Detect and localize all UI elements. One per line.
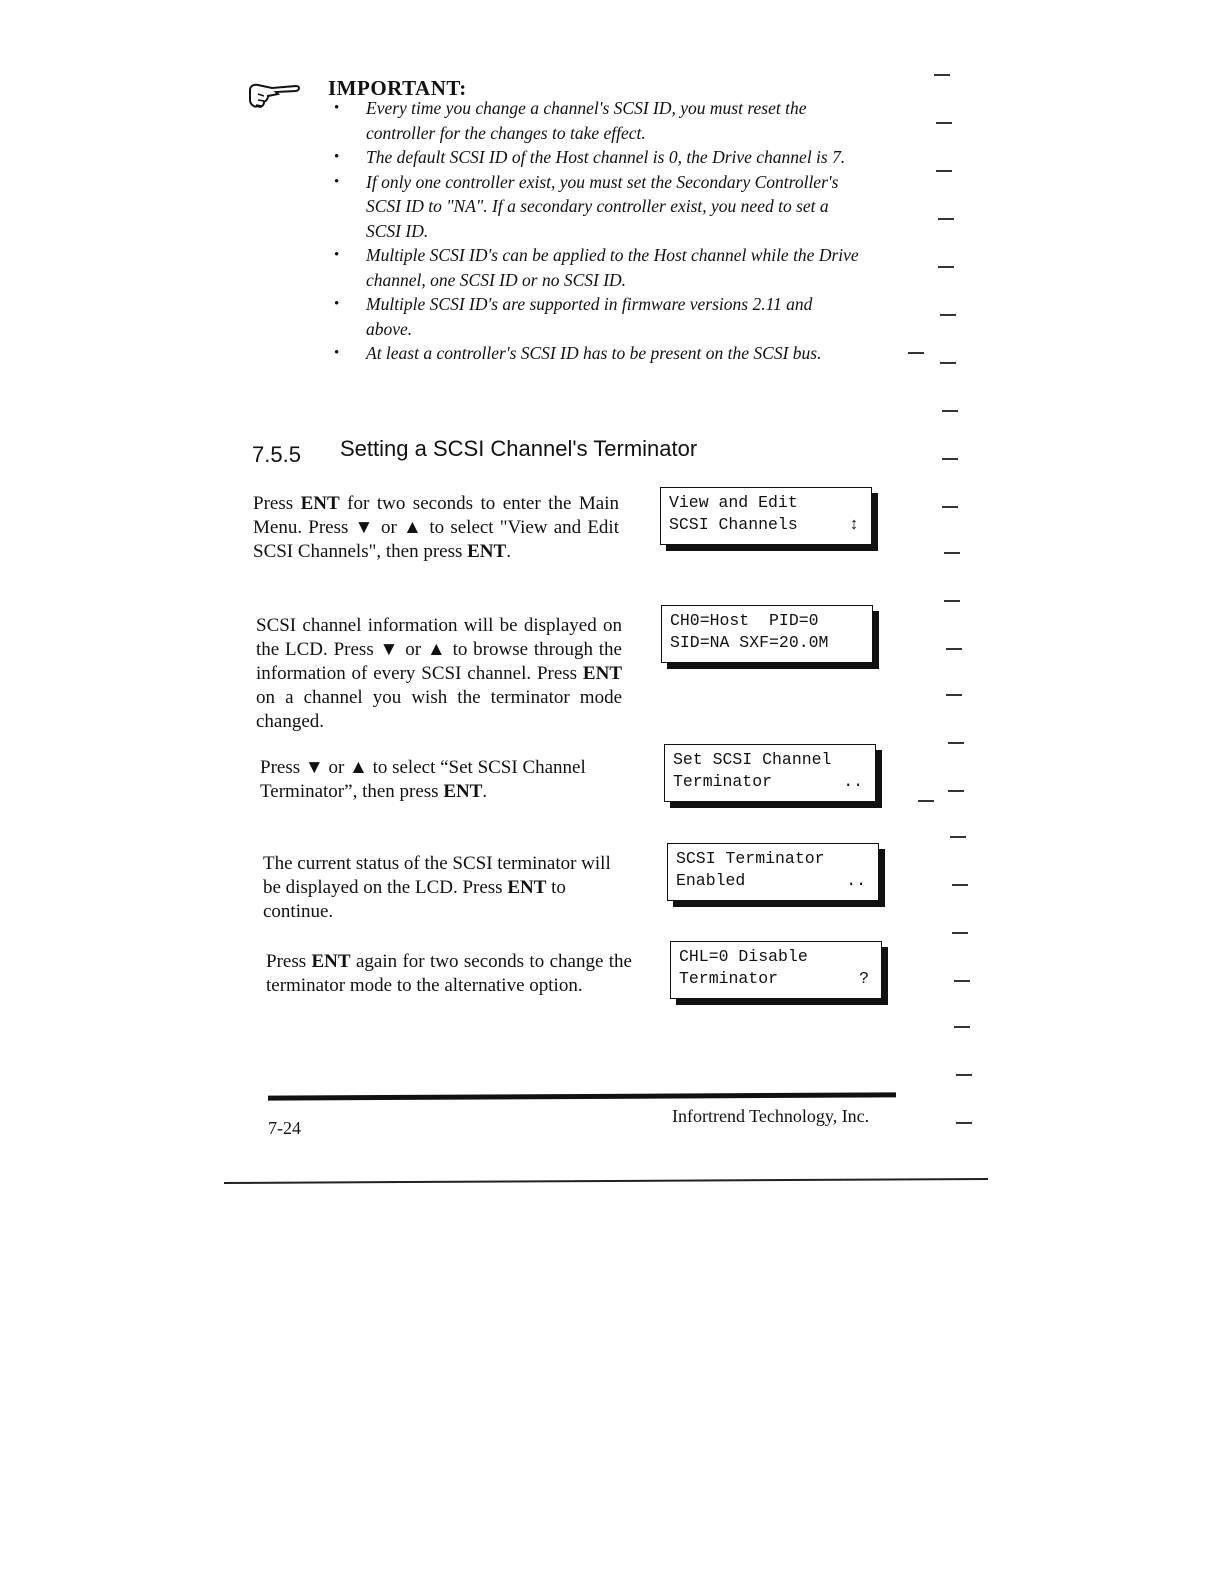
lcd-line-1: SCSI Terminator	[676, 849, 825, 868]
section-number: 7.5.5	[252, 442, 301, 467]
page-bottom-rule	[224, 1178, 988, 1184]
section-title: Setting a SCSI Channel's Terminator	[340, 436, 698, 461]
up-arrow-icon: ▲	[402, 517, 424, 538]
step-2-text: SCSI channel information will be displayed on the LCD. Press ▼ or ▲ to browse through the information of every SCSI channel. Press ENT on a channel you wish the terminator mode changed.	[256, 615, 622, 732]
lcd-display-set-terminator	[664, 744, 876, 802]
lcd-line-2: Enabled	[676, 871, 746, 890]
lcd-line-2: SID=NA SXF=20.0M	[670, 633, 829, 652]
step-5-text: Press ENT again for two seconds to change the terminator mode to the alternative option.	[266, 951, 632, 996]
step-3-text: Press ▼ or ▲ to select “Set SCSI Channel Terminator”, then press ENT.	[260, 757, 586, 802]
lcd-line-2: Terminator	[679, 969, 779, 988]
step-4-text: The current status of the SCSI terminator will be displayed on the LCD. Press ENT to continue.	[263, 853, 611, 922]
up-arrow-icon: ▲	[349, 757, 368, 778]
list-item: • If only one controller exist, you must set the Secondary Controller's SCSI ID to "NA". If a secondary controller exist, you need to set a SCSI ID.	[334, 171, 839, 241]
lcd-line-2: SCSI Channels	[669, 515, 798, 534]
lcd-display-view-edit	[660, 487, 872, 545]
lcd-line-2: Terminator	[673, 772, 773, 791]
down-arrow-icon: ▼	[354, 517, 375, 538]
list-item: • Multiple SCSI ID's can be applied to the Host channel while the Drive channel, one SCSI ID or no SCSI ID.	[334, 245, 859, 290]
lcd-display-terminator-status	[667, 843, 879, 901]
list-item: • Every time you change a channel's SCSI ID, you must reset the controller for the changes to take effect.	[334, 98, 807, 143]
down-arrow-icon: ▼	[379, 639, 400, 660]
list-item: • The default SCSI ID of the Host channel is 0, the Drive channel is 7.	[334, 147, 846, 167]
lcd-line-2-suffix: ..	[846, 871, 866, 890]
down-arrow-icon: ▼	[304, 757, 324, 778]
pointing-hand-icon	[246, 80, 302, 116]
list-item: • At least a controller's SCSI ID has to be present on the SCSI bus.	[334, 343, 822, 363]
lcd-line-1: CHL=0 Disable	[679, 947, 808, 966]
footer-rule	[268, 1092, 896, 1100]
lcd-display-disable-terminator	[670, 941, 882, 999]
lcd-line-1: Set SCSI Channel	[673, 750, 832, 769]
lcd-display-channel-info	[661, 605, 873, 663]
important-bullet-list	[330, 96, 860, 366]
important-title: IMPORTANT:	[328, 76, 467, 100]
list-item: • Multiple SCSI ID's are supported in firmware versions 2.11 and above.	[334, 294, 813, 339]
lcd-line-1: View and Edit	[669, 493, 798, 512]
page-number: 7-24	[268, 1118, 301, 1138]
lcd-line-2-suffix: ?	[859, 969, 869, 988]
lcd-line-2-suffix: ..	[843, 772, 863, 791]
up-down-arrow-icon: ↕	[849, 515, 859, 534]
lcd-line-1: CH0=Host PID=0	[670, 611, 819, 630]
up-arrow-icon: ▲	[426, 639, 447, 660]
company-name: Infortrend Technology, Inc.	[672, 1106, 870, 1126]
step-1-text: Press ENT for two seconds to enter the Main Menu. Press ▼ or ▲ to select "View and Edit SCSI Channels", then press ENT.	[253, 493, 619, 562]
